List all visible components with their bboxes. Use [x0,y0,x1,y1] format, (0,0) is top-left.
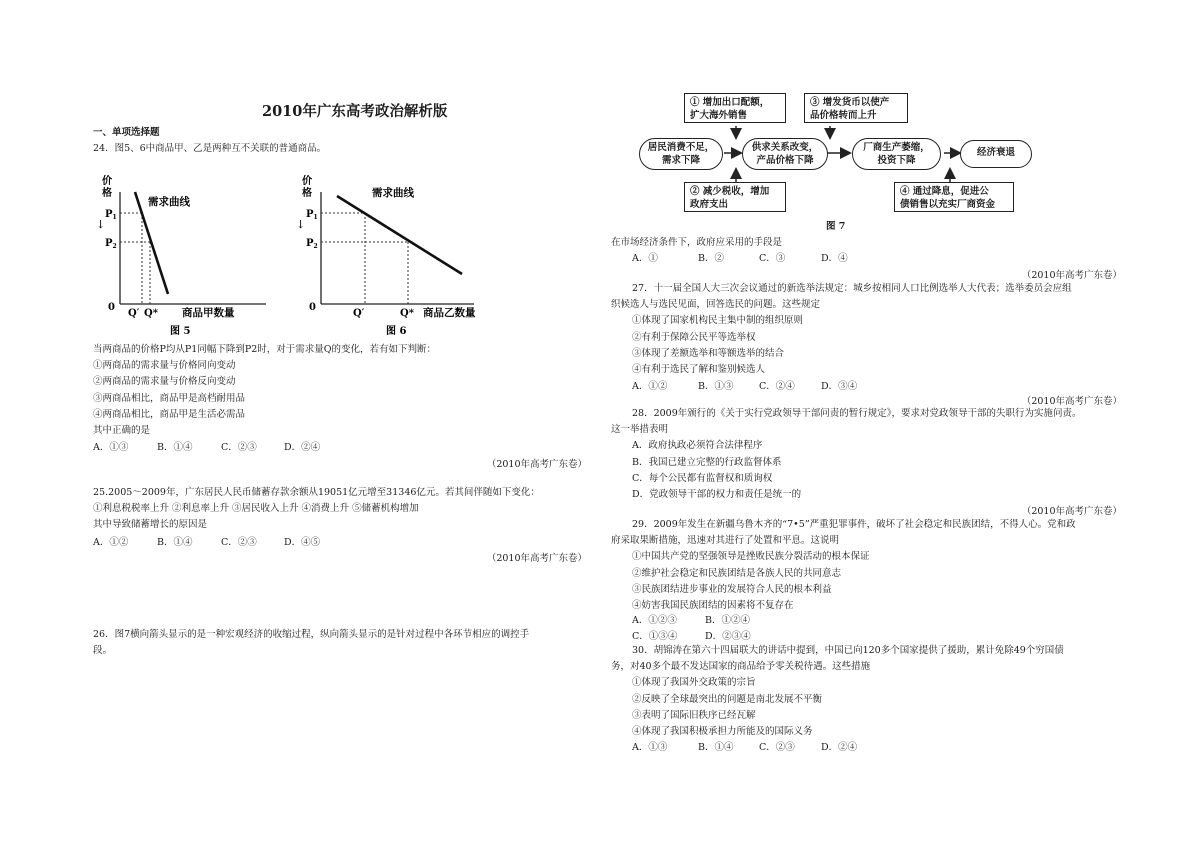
fig7-box-3-line-1: ③ 增发货币以使产 [810,97,890,108]
fig7-box-1-line-1: ① 增加出口配额， [690,97,770,108]
q25-option-c: C．②③ [221,537,257,548]
q30-option-d: D．②④ [821,742,858,753]
q24-source: （2010年高考广东卷） [486,459,587,470]
fig6-origin: 0 [309,302,316,313]
fig5-caption: 图 5 [170,326,191,337]
q30-option-a: A．①③ [632,742,668,753]
fig7-box-2-line-1: ② 减少税收，增加 [690,186,770,197]
fig7-box-3-line-2: 品价格转而上升 [810,110,877,121]
text-line: 29．2009年发生在新疆乌鲁木齐的“7•5”严重犯罪事件，破坏了社会稳定和民族团结，不得人心。党和政 [632,519,1076,530]
fig5-x-label: 商品甲数量 [182,307,235,319]
fig7-node-a [639,138,723,170]
q26-body [93,627,529,659]
fig6-y-label-1: 价 [302,176,312,187]
q29-option-d: D．②③④ [705,631,751,642]
fig6-y-label-2: 格 [302,188,312,199]
text-line: 这一举措表明 [611,424,669,436]
fig6-arrow: ↓ [296,218,306,231]
text-line: ④妨害我国民族团结的因素将不复存在 [632,600,794,612]
text-line: ②有利于保障公民平等选举权 [632,331,756,343]
text-line: 府采取果断措施，迅速对其进行了处置和平息。这说明 [611,535,840,547]
fig5-p2: $P_2$ [105,238,117,250]
q27-option-a: A．①② [632,381,668,392]
q30-body [611,643,1064,740]
text-line: A．政府执政必须符合法律程序 [632,440,763,452]
text-line: ④两商品相比，商品甲是生活必需品 [93,408,246,420]
q24-option-d: D．②④ [284,442,321,453]
fig5-p1: $P_1$ [105,209,117,221]
text-line: ③两商品相比，商品甲是高档耐用品 [93,392,246,404]
text-line: 织候选人与选民见面，回答选民的问题。这些规定 [611,299,821,311]
q28-body [611,406,1082,503]
q28-source: （2010年高考广东卷） [1021,506,1122,517]
figure-5 [90,168,290,340]
fig7-node-b-line-1: 供求关系改变， [751,142,819,153]
text-line: 务，对40多个最不发达国家的商品给予零关税待遇。这些措施 [611,661,871,673]
q26-option-d: D．④ [821,253,848,264]
fig5-origin: 0 [108,302,115,313]
text-line: 27．十一届全国人大三次会议通过的新选举法规定：城乡按相同人口比例选举人大代表；选举委员会应组 [632,283,1072,294]
q24-option-a: A．①③ [93,442,129,453]
text-line: 28．2009年颁行的《关于实行党政领导干部问责的暂行规定》，要求对党政领导干部的失职行为实施问责。 [632,408,1082,419]
text-line: D．党政领导干部的权力和责任是统一的 [632,489,802,501]
q26-question-line: 在市场经济条件下，政府应采用的手段是 [611,237,783,248]
q29-option-a: A．①②③ [632,615,677,626]
q27-option-d: D．③④ [821,381,858,392]
fig6-demand-curve [337,196,462,274]
fig7-node-c-line-1: 厂商生产萎缩， [863,142,930,153]
fig6-p2: $P_2$ [306,238,318,250]
fig7-box-4 [894,182,1014,212]
fig5-y-label-1: 价 [102,176,112,187]
q25-option-a: A．①② [93,537,129,548]
fig7-node-b-line-2: 产品价格下降 [756,155,814,166]
text-line: ④体现了我国积极承担力所能及的国际义务 [632,726,813,738]
fig7-box-2 [684,182,786,212]
fig7-node-c-line-2: 投资下降 [877,155,916,166]
fig5-q-prime: Q′ [128,308,140,319]
text-line: B．我国已建立完整的行政监督体系 [632,456,782,468]
text-line: ③表明了国际旧秩序已经瓦解 [632,709,756,721]
text-line: ③民族团结进步事业的发展符合人民的根本利益 [632,583,832,595]
fig7-node-d-label: 经济衰退 [976,147,1015,158]
q25-option-b: B．①④ [157,537,193,548]
fig7-box-3 [804,93,908,123]
text-line: 25.2005～2009年，广东居民人民币储蓄存款余额从19051亿元增至31346亿元。若其间伴随如下变化： [93,487,540,498]
text-line: ①两商品的需求量与价格同向变动 [93,360,236,372]
q26-option-a: A．① [632,253,658,264]
figure-6 [290,168,500,340]
text-line: ①利息税税率上升 ②利息率上升 ③居民收入上升 ④消费上升 ⑤储蓄机构增加 [93,503,419,515]
q24-option-b: B．①④ [157,442,193,453]
text-line: ①中国共产党的坚强领导是挫败民族分裂活动的根本保证 [632,551,870,563]
fig7-box-2-line-2: 政府支出 [690,199,729,210]
q30-option-c: C．②③ [759,742,795,753]
q24-option-c: C．②③ [221,442,257,453]
q26-option-b: B．② [698,253,724,264]
fig5-y-label-2: 格 [102,188,112,199]
section-heading: 一、单项选择题 [93,127,160,138]
text-line: ②两商品的需求量与价格反向变动 [93,376,236,388]
fig7-box-4-line-2: 债销售以充实厂商资金 [900,199,996,210]
fig5-arrow: ↓ [96,218,106,231]
q24-body [93,342,436,439]
q29-body [611,517,1076,614]
q25-source: （2010年高考广东卷） [486,553,587,564]
text-line: 26．图7横向箭头显示的是一种宏观经济的收缩过程，纵向箭头显示的是针对过程中各环节相应的调控手 [93,629,530,640]
q30-option-b: B．①④ [698,742,734,753]
q25-body [93,485,540,534]
fig7-node-b [742,138,828,170]
fig6-q-prime: Q′ [353,308,365,319]
fig7-box-1-line-2: 扩大海外销售 [690,110,748,121]
text-line: ①体现了国家机构民主集中制的组织原则 [632,315,804,327]
text-line: ②反映了全球最突出的问题是南北发展不平衡 [632,693,823,705]
q27-option-c: C．②④ [759,381,795,392]
fig7-box-1 [684,93,786,123]
text-line: ②维护社会稳定和民族团结是各族人民的共同意志 [632,567,842,579]
q27-body [611,281,1072,378]
fig6-p1: $P_1$ [306,209,318,221]
text-line: 30．胡锦涛在第六十四届联大的讲话中提到，中国已向120多个国家提供了援助，累计免除49个穷国债 [632,645,1064,656]
fig7-caption: 图 7 [826,221,846,232]
q26-source: （2010年高考广东卷） [1021,270,1122,281]
q24-stem: 24．图5、6中商品甲、乙是两种互不关联的普通商品。 [93,143,327,154]
text-line: ③体现了差额选举和等额选举的结合 [632,347,785,359]
fig7-node-a-line-2: 需求下降 [661,155,700,166]
text-line: 当两商品的价格P均从P1同幅下降到P2时，对于需求量Q的变化，若有如下判断： [93,344,437,355]
fig6-q-star: Q* [400,308,414,319]
text-line: 其中导致储蓄增长的原因是 [93,519,208,531]
fig5-curve-label: 需求曲线 [148,196,190,208]
text-line: ①体现了我国外交政策的宗旨 [632,677,756,689]
q27-source: （2010年高考广东卷） [1021,396,1122,407]
fig7-node-a-line-1: 居民消费不足， [647,142,715,153]
fig6-caption: 图 6 [386,326,407,337]
text-line: 段。 [93,645,113,657]
q26-option-c: C．③ [759,253,786,264]
fig6-x-label: 商品乙数量 [423,307,476,319]
fig7-box-4-line-1: ④ 通过降息，促进公 [900,186,989,197]
text-line: ④有利于选民了解和鉴别候选人 [632,364,766,376]
fig6-curve-label: 需求曲线 [372,187,414,199]
text-line: C．每个公民都有监督权和质询权 [632,472,773,484]
text-line: 其中正确的是 [93,425,151,437]
q29-option-b: B．①②④ [705,615,750,626]
fig7-node-c [852,138,941,170]
document-title: 2010年广东高考政治解析版 [262,103,448,120]
q29-option-c: C．①③④ [632,631,678,642]
fig7-node-d [960,140,1032,168]
q25-option-d: D．④⑤ [284,537,321,548]
q27-option-b: B．①③ [698,381,734,392]
fig5-q-star: Q* [144,308,158,319]
